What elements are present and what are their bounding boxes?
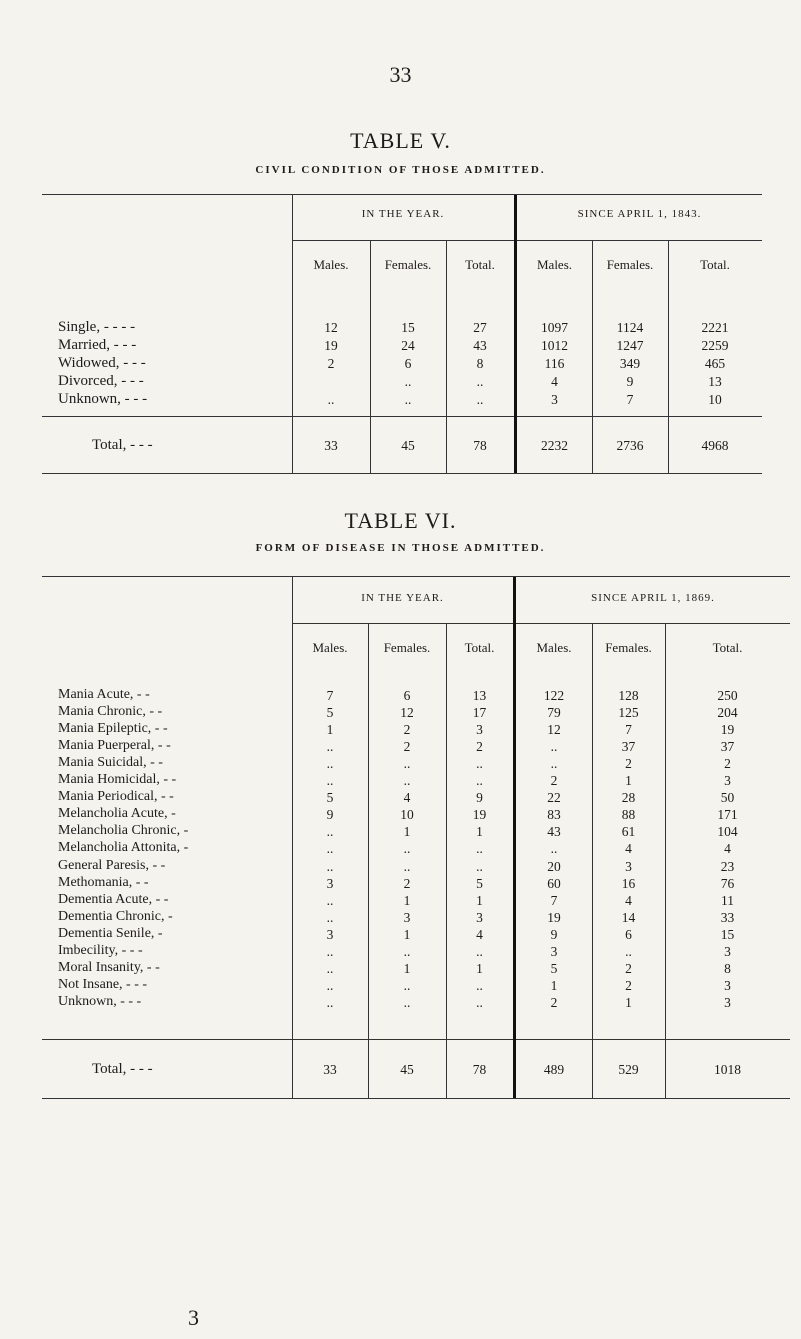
table6-cell: 5 [326, 790, 334, 805]
table5-cell: 15 [401, 320, 415, 335]
table5-col-males: Males. [313, 257, 349, 272]
table6-cell: 33 [720, 910, 735, 925]
table6-row-label: Mania Homicidal, - - [58, 772, 177, 787]
table6-row-label: General Paresis, - - [58, 858, 166, 873]
table6-cell: .. [476, 944, 483, 959]
table6-row-label: Mania Epileptic, - - [58, 721, 168, 736]
table5-cell: 4 [551, 374, 558, 389]
table6-cell: .. [625, 944, 632, 959]
table6-cell: 250 [717, 688, 738, 703]
table6-row-label: Melancholia Acute, - [58, 806, 176, 821]
table6-cell: 8 [724, 961, 731, 976]
table5-col-total: Total. [465, 257, 495, 272]
table6-cell: .. [326, 910, 334, 925]
table6-cell: 1 [476, 961, 483, 976]
table6-cell: 14 [621, 910, 636, 925]
table6-cell: 1 [403, 893, 411, 908]
table6-cell: 1 [625, 773, 632, 788]
table5-cell: 2 [327, 356, 335, 371]
table5-cell: .. [476, 374, 484, 389]
table6-cell: 17 [472, 705, 487, 720]
table6-col-males: Males. [536, 640, 572, 655]
table6-row-label: Mania Periodical, - - [58, 789, 174, 804]
table6-cell: 16 [621, 876, 636, 891]
table6-cell: 1 [625, 995, 632, 1010]
table6-cell: 15 [720, 927, 735, 942]
table6-cell: .. [326, 961, 334, 976]
table6-cell: 4 [476, 927, 483, 942]
table5-cell: 7 [626, 392, 634, 407]
table6-row-label: Methomania, - - [58, 875, 149, 890]
table6-cell: .. [550, 756, 558, 771]
table5-total-cell: 4968 [701, 438, 729, 453]
table6-cell: 3 [326, 876, 334, 891]
table6-cell: 3 [550, 944, 558, 959]
table6-cell: 6 [403, 688, 411, 703]
table6-cell: .. [326, 995, 334, 1010]
table6-col-females: Females. [605, 640, 652, 655]
table6-cell: 50 [720, 790, 735, 805]
table6-row-label: Moral Insanity, - - [58, 960, 160, 975]
table6-cell: 3 [476, 722, 483, 737]
table5-row-label: Married, - - - [58, 337, 137, 353]
table6-cell: 22 [547, 790, 561, 805]
table5-col-males: Males. [536, 257, 573, 272]
table6-cell: 2 [724, 756, 731, 771]
table6-cell: 3 [724, 773, 731, 788]
table6-cell: 128 [618, 688, 639, 703]
table6-total-cell: 489 [543, 1062, 565, 1077]
table5-total-cell: 33 [324, 438, 338, 453]
table6-cell: 104 [717, 824, 738, 839]
page-number: 33 [389, 62, 412, 87]
table5-cell: 13 [708, 374, 722, 389]
table6-group-year: IN THE YEAR. [361, 592, 444, 604]
table6-row-label: Not Insane, - - - [58, 977, 148, 992]
table5-cell: .. [476, 392, 484, 407]
table5-top-rule [42, 194, 762, 195]
table5-cell: 43 [473, 338, 487, 353]
table6-cell: 3 [724, 995, 731, 1010]
table5-col-females: Females. [606, 257, 654, 272]
table6-cell: 28 [621, 790, 636, 805]
table5-row-label: Widowed, - - - [58, 355, 146, 371]
table6-cell: 2 [625, 978, 632, 993]
table6-cell: 61 [621, 824, 636, 839]
table6-row-label: Dementia Acute, - - [58, 892, 169, 907]
table6-cell: 122 [543, 688, 565, 703]
table6-cell: 2 [625, 961, 632, 976]
table6-cell: 88 [621, 807, 636, 822]
table5-title: TABLE V. [350, 128, 451, 153]
table6-cell: 10 [400, 807, 414, 822]
table5-cell: 1247 [616, 338, 644, 353]
table5-cell: .. [327, 392, 335, 407]
table6-cell: 43 [547, 824, 561, 839]
table6-cell: 13 [472, 688, 487, 703]
table6-cell: .. [326, 841, 334, 856]
table6-col-males: Males. [312, 640, 348, 655]
table6-cell: 19 [547, 910, 561, 925]
table6-cell: .. [476, 773, 483, 788]
table6-total-cell: 45 [400, 1062, 414, 1077]
table5-group-since: SINCE APRIL 1, 1843. [577, 208, 702, 220]
table6-cell: .. [326, 739, 334, 754]
table6-row-label: Mania Puerperal, - - [58, 738, 171, 753]
table5-cell: 12 [324, 320, 338, 335]
table5-cell: 465 [704, 356, 726, 371]
table6-cell: 23 [720, 859, 735, 874]
table6-cell: 1 [403, 824, 411, 839]
table6-cell: 9 [326, 807, 334, 822]
table6-cell: 2 [403, 876, 411, 891]
table5-col-total: Total. [700, 257, 730, 272]
table6-cell: 19 [720, 722, 735, 737]
table6-total-cell: 1018 [714, 1062, 741, 1077]
table6-cell: 2 [403, 739, 411, 754]
table6-cell: 12 [547, 722, 561, 737]
table6-cell: .. [476, 995, 483, 1010]
table6-col-total: Total. [712, 640, 743, 655]
table6-subtitle: FORM OF DISEASE IN THOSE ADMITTED. [255, 542, 546, 554]
table6-cell: 79 [547, 705, 561, 720]
table6-cell: .. [476, 978, 483, 993]
table5-cell: 8 [476, 356, 484, 371]
table5-cell: 6 [404, 356, 412, 371]
table6-cell: .. [326, 893, 334, 908]
table6-row-label: Melancholia Chronic, - [58, 823, 189, 838]
table5-row-label: Unknown, - - - [58, 391, 148, 407]
table6-cell: 4 [625, 841, 632, 856]
table6-cell: 37 [621, 739, 636, 754]
table6-cell: 7 [625, 722, 632, 737]
table6-group-rule [292, 623, 790, 624]
table5-cell: 1124 [616, 320, 644, 335]
table5-cell: 3 [551, 392, 558, 407]
table6-cell: 7 [550, 893, 558, 908]
table6-cell: 5 [476, 876, 483, 891]
table6-cell: .. [326, 756, 334, 771]
table6-cell: 9 [550, 927, 558, 942]
table6-cell: .. [550, 739, 558, 754]
table6-cell: .. [326, 824, 334, 839]
table6-cell: 2 [550, 773, 558, 788]
table6-total-cell: 78 [472, 1062, 487, 1077]
table5-bottom-rule [42, 473, 762, 474]
table6-cell: 76 [720, 876, 735, 891]
table6-row-label: Unknown, - - - [58, 994, 142, 1009]
table6-cell: 1 [403, 927, 411, 942]
table6-cell: 1 [476, 824, 483, 839]
table5-total-label: Total, - - - [92, 437, 153, 453]
table6-cell: 37 [720, 739, 735, 754]
table5-cell: 27 [473, 320, 487, 335]
table5-cell: .. [404, 374, 412, 389]
table6-cell: 2 [625, 756, 632, 771]
table6-cell: 125 [618, 705, 639, 720]
table5-cell: .. [404, 392, 412, 407]
table6-cell: 3 [403, 910, 411, 925]
table6-row-label: Mania Suicidal, - - [58, 755, 163, 770]
table5-cell: 24 [401, 338, 415, 353]
table6-row-label: Mania Chronic, - - [58, 704, 163, 719]
footer-mark: 3 [188, 1305, 199, 1330]
table5-row-label: Single, - - - - [58, 319, 136, 335]
table5-cell: 19 [324, 338, 338, 353]
table6-cell: 5 [550, 961, 558, 976]
table6-total-cell: 33 [323, 1062, 337, 1077]
table6-cell: .. [476, 841, 483, 856]
table6-col-total: Total. [464, 640, 495, 655]
table6-total-rule [42, 1039, 790, 1040]
table6-cell: 204 [717, 705, 738, 720]
table6-bottom-rule [42, 1098, 790, 1099]
table6-cell: .. [326, 944, 334, 959]
table6-cell: .. [326, 859, 334, 874]
table6-cell: 7 [326, 688, 334, 703]
table6-cell: 1 [550, 978, 558, 993]
table5-cell: 2259 [701, 338, 729, 353]
table6-col-females: Females. [383, 640, 431, 655]
table5-cell: 2221 [701, 320, 729, 335]
table6-cell: .. [550, 841, 558, 856]
table6-cell: 4 [403, 790, 411, 805]
table6-group-since: SINCE APRIL 1, 1869. [591, 592, 715, 604]
table5-group-year: IN THE YEAR. [361, 208, 445, 220]
table5-total-cell: 45 [401, 438, 415, 453]
table6-row-label: Dementia Chronic, - [58, 909, 173, 924]
table6-cell: 3 [326, 927, 334, 942]
table6-cell: 6 [625, 927, 632, 942]
table6-cell: 3 [476, 910, 483, 925]
table6-cell: .. [403, 841, 411, 856]
table6-total-cell: 529 [618, 1062, 639, 1077]
table6-cell: 3 [724, 944, 731, 959]
table6-cell: 11 [721, 893, 734, 908]
table6-cell: .. [403, 978, 411, 993]
table5-cell: 349 [619, 356, 641, 371]
table6-cell: 1 [403, 961, 411, 976]
table5-total-cell: 78 [473, 438, 487, 453]
table6-total-label: Total, - - - [92, 1061, 153, 1077]
table5-cell: 116 [544, 356, 565, 371]
table5-col-females: Females. [384, 257, 432, 272]
table6-cell: 1 [326, 722, 334, 737]
table6-row-label: Melancholia Attonita, - [58, 840, 189, 855]
table5-cell: 1097 [541, 320, 568, 335]
table6-cell: 3 [625, 859, 632, 874]
table6-cell: 2 [403, 722, 411, 737]
table6-cell: 4 [724, 841, 731, 856]
table6-cell: 20 [547, 859, 561, 874]
table6-row-label: Dementia Senile, - [58, 926, 163, 941]
table6-cell: 83 [547, 807, 561, 822]
table6-top-rule [42, 576, 790, 577]
table5-total-cell: 2736 [616, 438, 644, 453]
table6-cell: .. [403, 944, 411, 959]
table6-row-label: Mania Acute, - - [58, 687, 150, 702]
table6-cell: .. [476, 756, 483, 771]
table6-cell: 2 [476, 739, 483, 754]
table6-cell: .. [403, 859, 411, 874]
table6-cell: 5 [326, 705, 334, 720]
table6-cell: .. [326, 978, 334, 993]
table6-cell: 171 [717, 807, 738, 822]
table5-total-rule [42, 416, 762, 417]
table6-cell: 1 [476, 893, 483, 908]
table5-total-cell: 2232 [541, 438, 568, 453]
table6-cell: 4 [625, 893, 632, 908]
table5-group-rule [292, 240, 762, 241]
table5-cell: 1012 [541, 338, 568, 353]
table6-cell: 2 [550, 995, 558, 1010]
table6-cell: .. [403, 773, 411, 788]
table6-title: TABLE VI. [344, 508, 457, 533]
table6-cell: 9 [476, 790, 483, 805]
table6-cell: 12 [400, 705, 414, 720]
table5-subtitle: CIVIL CONDITION OF THOSE ADMITTED. [255, 164, 546, 176]
table6-cell: .. [403, 756, 411, 771]
table6-cell: 60 [547, 876, 561, 891]
table5-row-label: Divorced, - - - [58, 373, 144, 389]
table6-cell: 19 [472, 807, 487, 822]
table5-cell: 9 [626, 374, 634, 389]
table6-cell: 3 [724, 978, 731, 993]
table6-cell: .. [403, 995, 411, 1010]
table6-row-label: Imbecility, - - - [58, 943, 143, 958]
table5-cell: 10 [708, 392, 722, 407]
table6-cell: .. [326, 773, 334, 788]
table6-cell: .. [476, 859, 483, 874]
